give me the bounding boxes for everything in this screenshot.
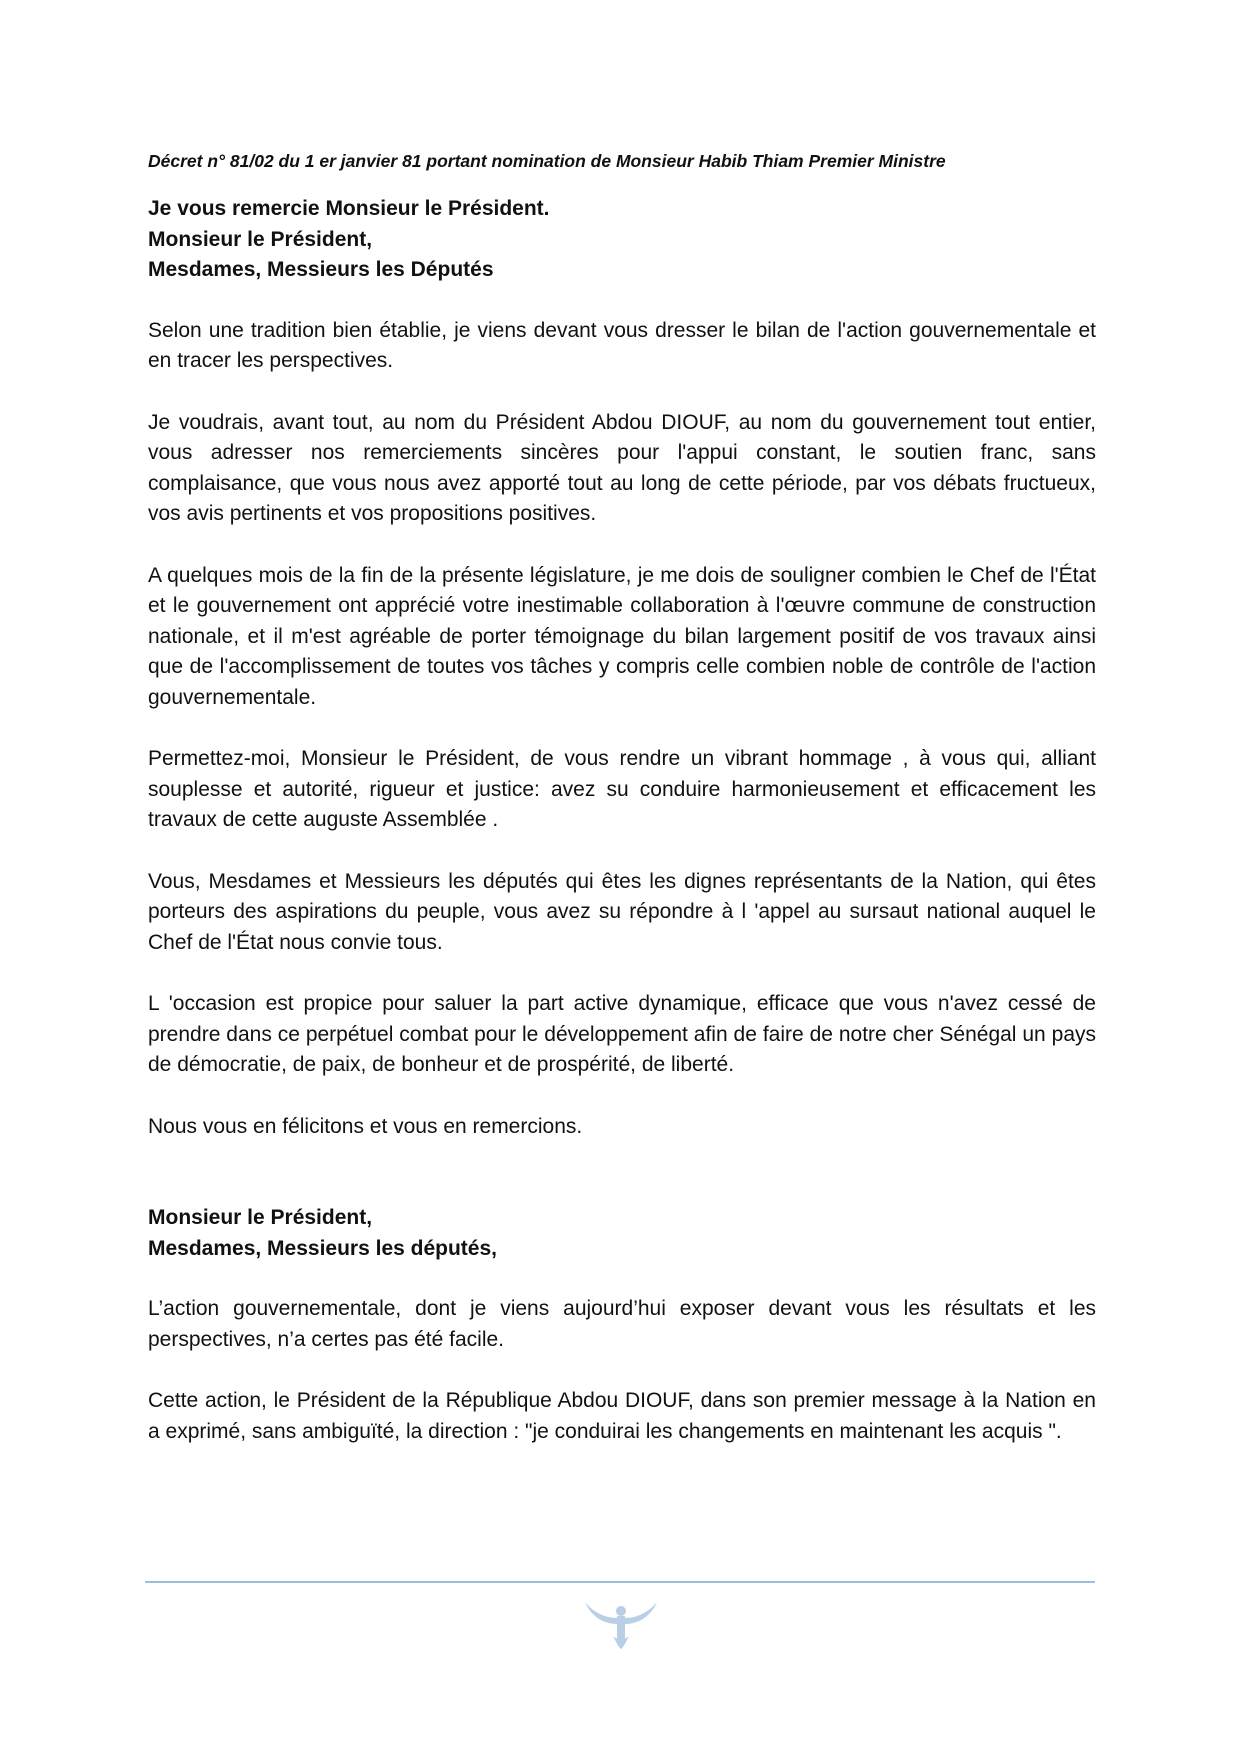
paragraph-thanks: Je voudrais, avant tout, au nom du Président Abdou DIOUF, au nom du gouvernement tout entier, vous adresser nos remerciements sincères pour l'appui constant, le soutien franc, sans complaisance, que vous nous avez apporté tout au long de cette période, par vos débats fructueux, vos avis pertinents et vos propositions positives.: [148, 410, 1096, 525]
paragraph-deputies: Vous, Mesdames et Messieurs les députés qui êtes les dignes représentants de la Nation, qui êtes porteurs des aspirations du peuple, vous avez su répondre à l 'appel au sursaut national auquel le Chef de l'État nous convie tous.: [148, 869, 1096, 954]
document-page: [148, 148, 1096, 1447]
salutation-thanks: Je vous remercie Monsieur le Président.: [148, 197, 550, 220]
salutation-deputies: Mesdames, Messieurs les Députés: [148, 258, 494, 281]
paragraph-homage: Permettez-moi, Monsieur le Président, de vous rendre un vibrant hommage , à vous qui, alliant souplesse et autorité, rigueur et justice: avez su conduire harmonieusement et efficacement les travaux de cette auguste Assemblée .: [148, 747, 1096, 831]
opening-salutation: [148, 194, 1096, 286]
paragraph-occasion: L 'occasion est propice pour saluer la part active dynamique, efficace que vous n'avez cessé de prendre dans ce perpétuel combat pour le développement afin de faire de notre cher Sénégal un pays de démocratie, de paix, de bonheur et de prospérité, de liberté.: [148, 992, 1096, 1076]
paragraph-legislature: A quelques mois de la fin de la présente législature, je me dois de souligner combien le Chef de l'État et le gouvernement ont apprécié votre inestimable collaboration à l'œuvre commune de construction nationale, et il m'est agréable de porter témoignage du bilan largement positif de vos travaux ainsi que de l'accomplissement de toutes vos tâches y compris celle combien noble de contrôle de l'action gouvernementale.: [148, 563, 1096, 709]
second-salutation: [148, 1203, 1096, 1264]
salutation-2-president: Monsieur le Président,: [148, 1206, 373, 1229]
decree-title: Décret n° 81/02 du 1 er janvier 81 portant nomination de Monsieur Habib Thiam Premier Ministre: [148, 151, 946, 171]
footer-divider: [145, 1581, 1095, 1583]
salutation-president: Monsieur le Président,: [148, 227, 373, 251]
paragraph-congratulations: Nous vous en félicitons et vous en remercions.: [148, 1114, 583, 1138]
paragraph-president-message: Cette action, le Président de la République Abdou DIOUF, dans son premier message à la Nation en a exprimé, sans ambiguïté, la direction : "je conduirai les changements en maintenant les acquis ".: [148, 1389, 1096, 1443]
paragraph-tradition: Selon une tradition bien établie, je viens devant vous dresser le bilan de l'action gouvernementale et en tracer les perspectives.: [148, 318, 1096, 372]
salutation-2-deputies: Mesdames, Messieurs les députés,: [148, 1236, 497, 1260]
paragraph-government-action: L’action gouvernementale, dont je viens aujourd’hui exposer devant vous les résultats et les perspectives, n’a certes pas été facile.: [148, 1297, 1096, 1351]
bird-emblem-icon: [583, 1598, 659, 1650]
